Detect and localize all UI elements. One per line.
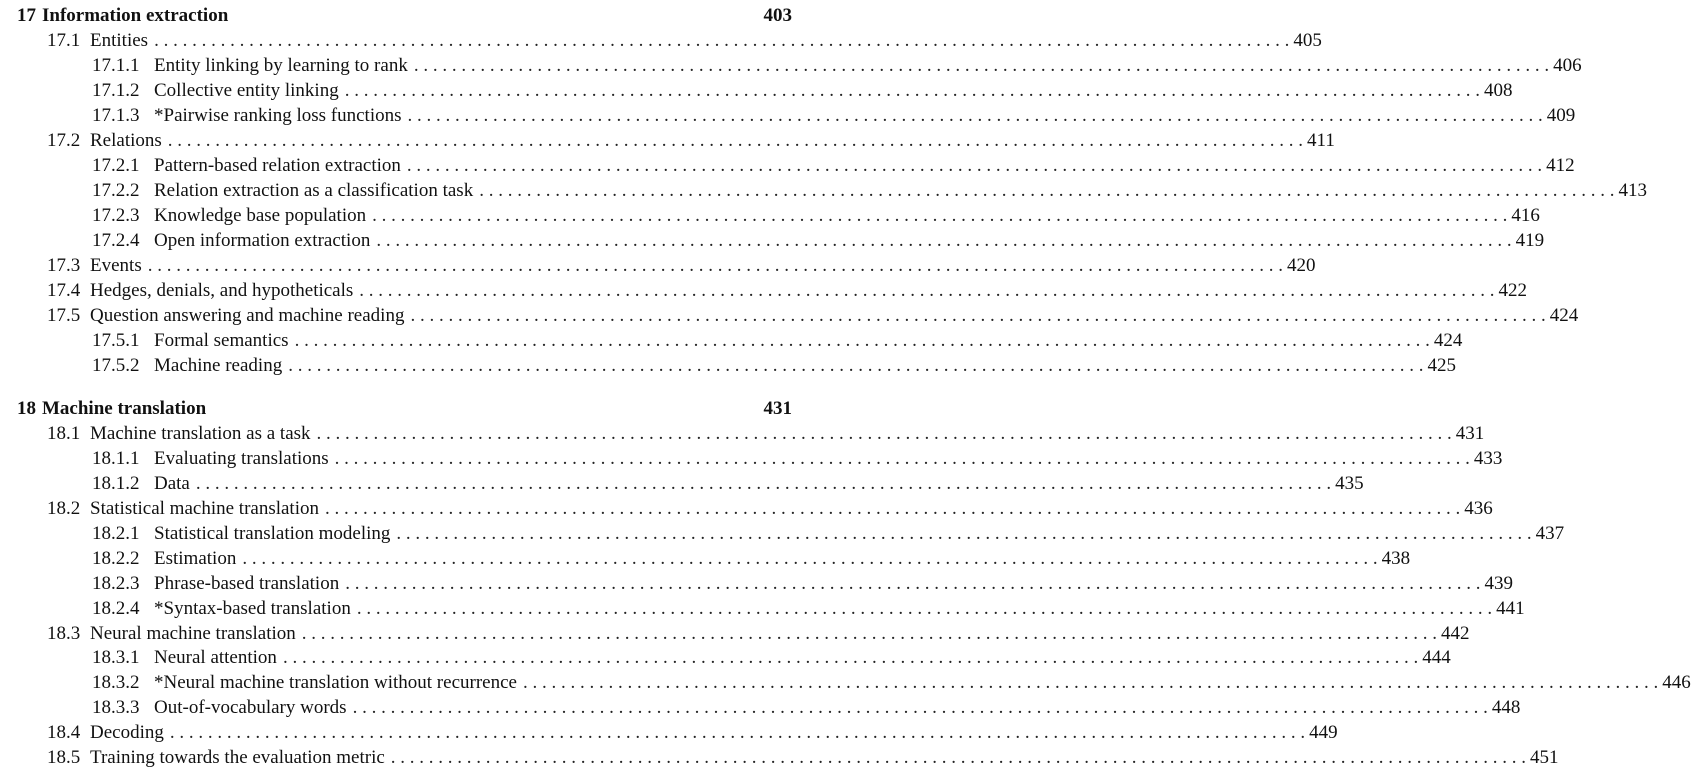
entry-page-number: 416: [1511, 205, 1540, 226]
entry-number: 17.1.2: [92, 80, 140, 101]
entry-number: 18.1.1: [92, 448, 140, 469]
entry-number: 18: [17, 398, 36, 419]
dot-leader: . . . . . . . . . . . . . . . . . . . . . . . . . . . . . . . . . . . . . . . . . . . . . . . . . . . . . . . . . . . . . . . . . . . . . . . . . . . . . . . . . . . . . . . . . . . . . . . . . . . . . . . . . . . . . . . . . . . . . . . .: [410, 305, 1546, 326]
entry-number: 17.5: [47, 305, 81, 326]
entry-page-number: 451: [1530, 747, 1559, 768]
entry-number: 17.2.4: [92, 230, 140, 251]
dot-leader: . . . . . . . . . . . . . . . . . . . . . . . . . . . . . . . . . . . . . . . . . . . . . . . . . . . . . . . . . . . . . . . . . . . . . . . . . . . . . . . . . . . . . . . . . . . . . . . . . . . . . . . . . . . . . . . . . . . . . . . .: [372, 205, 1508, 226]
entry-number: 18.3.2: [92, 672, 140, 693]
entry-number: 18.3: [47, 623, 81, 644]
entry-title: Open information extraction: [154, 230, 371, 251]
subsection-entry: [92, 547, 1411, 571]
entry-title: Neural machine translation: [90, 623, 296, 644]
dot-leader: . . . . . . . . . . . . . . . . . . . . . . . . . . . . . . . . . . . . . . . . . . . . . . . . . . . . . . . . . . . . . . . . . . . . . . . . . . . . . . . . . . . . . . . . . . . . . . . . . . . . . . . . . . . . . . . . . . . . . . . .: [345, 573, 1481, 594]
entry-number: 17.4: [47, 280, 81, 301]
entry-page-number: 419: [1515, 230, 1545, 251]
subsection-entry: [92, 54, 1582, 78]
entry-page-number: 431: [1455, 423, 1485, 444]
dot-leader: . . . . . . . . . . . . . . . . . . . . . . . . . . . . . . . . . . . . . . . . . . . . . . . . . . . . . . . . . . . . . . . . . . . . . . . . . . . . . . . . . . . . . . . . . . . . . . . . . . . . . . . . . . . . . . . . . . . . . . . .: [282, 647, 1419, 668]
entry-title: Neural attention: [154, 647, 277, 668]
dot-leader: . . . . . . . . . . . . . . . . . . . . . . . . . . . . . . . . . . . . . . . . . . . . . . . . . . . . . . . . . . . . . . . . . . . . . . . . . . . . . . . . . . . . . . . . . . . . . . . . . . . . . . . . . . . . . . . . . . . . . . . .: [147, 255, 1283, 276]
section-entry: [47, 497, 1493, 521]
entry-page-number: 438: [1381, 548, 1411, 569]
subsection-entry: [92, 696, 1521, 720]
entry-number: 17: [17, 5, 36, 26]
entry-number: 17.1: [47, 30, 81, 51]
entry-title: Pattern-based relation extraction: [154, 155, 401, 176]
entry-title: Data: [154, 473, 190, 494]
subsection-entry: [92, 522, 1565, 546]
entry-number: 18.2: [47, 498, 81, 519]
entry-number: 17.3: [47, 255, 81, 276]
dot-leader: . . . . . . . . . . . . . . . . . . . . . . . . . . . . . . . . . . . . . . . . . . . . . . . . . . . . . . . . . . . . . . . . . . . . . . . . . . . . . . . . . . . . . . . . . . . . . . . . . . . . . . . . . . . . . . . . . . . . . . . .: [390, 747, 1527, 768]
entry-title: Machine translation: [42, 398, 207, 419]
subsection-entry: [92, 671, 1691, 695]
entry-title: Relation extraction as a classification task: [154, 180, 474, 201]
entry-page-number: 446: [1662, 672, 1691, 693]
entry-page-number: 431: [763, 398, 792, 419]
entry-page-number: 411: [1307, 130, 1335, 151]
entry-number: 17.2.1: [92, 155, 140, 176]
entry-number: 17.5.1: [92, 330, 140, 351]
section-entry: [47, 29, 1322, 53]
section-entry: [47, 254, 1316, 278]
section-entry: [47, 129, 1335, 153]
entry-title: Collective entity linking: [154, 80, 339, 101]
subsection-entry: [92, 597, 1525, 621]
dot-leader: . . . . . . . . . . . . . . . . . . . . . . . . . . . . . . . . . . . . . . . . . . . . . . . . . . . . . . . . . . . . . . . . . . . . . . . . . . . . . . . . . . . . . . . . . . . . . . . . . . . . . . . . . . . . . . . . . . . . . . . .: [169, 722, 1306, 743]
section-entry: [47, 622, 1470, 646]
entry-number: 18.2.2: [92, 548, 140, 569]
dot-leader: . . . . . . . . . . . . . . . . . . . . . . . . . . . . . . . . . . . . . . . . . . . . . . . . . . . . . . . . . . . . . . . . . . . . . . . . . . . . . . . . . . . . . . . . . . . . . . . . . . . . . . . . . . . . . . . . . . . . . . . .: [479, 180, 1615, 201]
dot-leader: . . . . . . . . . . . . . . . . . . . . . . . . . . . . . . . . . . . . . . . . . . . . . . . . . . . . . . . . . . . . . . . . . . . . . . . . . . . . . . . . . . . . . . . . . . . . . . . . . . . . . . . . . . . . . . . . . . . . . . . .: [301, 623, 1438, 644]
section-entry: [47, 746, 1559, 770]
subsection-entry: [92, 646, 1451, 670]
entry-number: 17.5.2: [92, 355, 140, 376]
dot-leader: . . . . . . . . . . . . . . . . . . . . . . . . . . . . . . . . . . . . . . . . . . . . . . . . . . . . . . . . . . . . . . . . . . . . . . . . . . . . . . . . . . . . . . . . . . . . . . . . . . . . . . . . . . . . . . . . . . . . . . . .: [376, 230, 1512, 251]
dot-leader: . . . . . . . . . . . . . . . . . . . . . . . . . . . . . . . . . . . . . . . . . . . . . . . . . . . . . . . . . . . . . . . . . . . . . . . . . . . . . . . . . . . . . . . . . . . . . . . . . . . . . . . . . . . . . . . . . . . . . . . .: [352, 697, 1488, 718]
entry-page-number: 409: [1546, 105, 1576, 126]
entry-number: 18.4: [47, 722, 81, 743]
entry-number: 17.2.2: [92, 180, 140, 201]
entry-page-number: 436: [1464, 498, 1493, 519]
dot-leader: . . . . . . . . . . . . . . . . . . . . . . . . . . . . . . . . . . . . . . . . . . . . . . . . . . . . . . . . . . . . . . . . . . . . . . . . . . . . . . . . . . . . . . . . . . . . . . . . . . . . . . . . . . . . . . . . . . . . . . . .: [407, 105, 1543, 126]
entry-title: Machine translation as a task: [90, 423, 311, 444]
dot-leader: . . . . . . . . . . . . . . . . . . . . . . . . . . . . . . . . . . . . . . . . . . . . . . . . . . . . . . . . . . . . . . . . . . . . . . . . . . . . . . . . . . . . . . . . . . . . . . . . . . . . . . . . . . . . . . . . . . . . . . . .: [325, 498, 1461, 519]
entry-title: Hedges, denials, and hypotheticals: [90, 280, 354, 301]
dot-leader: . . . . . . . . . . . . . . . . . . . . . . . . . . . . . . . . . . . . . . . . . . . . . . . . . . . . . . . . . . . . . . . . . . . . . . . . . . . . . . . . . . . . . . . . . . . . . . . . . . . . . . . . . . . . . . . . . . . . . . . .: [396, 523, 1532, 544]
chapter-entry: [17, 397, 792, 421]
entry-number: 18.2.4: [92, 598, 140, 619]
entry-title: Estimation: [154, 548, 237, 569]
dot-leader: . . . . . . . . . . . . . . . . . . . . . . . . . . . . . . . . . . . . . . . . . . . . . . . . . . . . . . . . . . . . . . . . . . . . . . . . . . . . . . . . . . . . . . . . . . . . . . . . . . . . . . . . . . . . . . . . . . . . . . . .: [356, 598, 1493, 619]
entry-title: Entity linking by learning to rank: [154, 55, 408, 76]
subsection-entry: [92, 229, 1545, 253]
entry-title: Training towards the evaluation metric: [90, 747, 385, 768]
chapter-entry: [17, 4, 792, 28]
entry-number: 17.1.3: [92, 105, 140, 126]
entry-page-number: 403: [763, 5, 792, 26]
dot-leader: . . . . . . . . . . . . . . . . . . . . . . . . . . . . . . . . . . . . . . . . . . . . . . . . . . . . . . . . . . . . . . . . . . . . . . . . . . . . . . . . . . . . . . . . . . . . . . . . . . . . . . . . . . . . . . . . . . . . . . . .: [154, 30, 1290, 51]
entry-title: Events: [90, 255, 142, 276]
entry-title: Out-of-vocabulary words: [154, 697, 347, 718]
dot-leader: . . . . . . . . . . . . . . . . . . . . . . . . . . . . . . . . . . . . . . . . . . . . . . . . . . . . . . . . . . . . . . . . . . . . . . . . . . . . . . . . . . . . . . . . . . . . . . . . . . . . . . . . . . . . . . . . . . . . . . . .: [344, 80, 1480, 101]
entry-page-number: 405: [1293, 30, 1322, 51]
dot-leader: . . . . . . . . . . . . . . . . . . . . . . . . . . . . . . . . . . . . . . . . . . . . . . . . . . . . . . . . . . . . . . . . . . . . . . . . . . . . . . . . . . . . . . . . . . . . . . . . . . . . . . . . . . . . . . . . . . . . . . . .: [288, 355, 1424, 376]
entry-title: Evaluating translations: [154, 448, 329, 469]
subsection-entry: [92, 329, 1463, 353]
entry-title: Statistical machine translation: [90, 498, 319, 519]
entry-number: 18.3.1: [92, 647, 140, 668]
subsection-entry: [92, 79, 1513, 103]
entry-page-number: 425: [1427, 355, 1456, 376]
entry-number: 18.2.3: [92, 573, 140, 594]
entry-title: *Pairwise ranking loss functions: [154, 105, 402, 126]
entry-title: Knowledge base population: [154, 205, 367, 226]
entry-page-number: 444: [1422, 647, 1451, 668]
entry-page-number: 441: [1496, 598, 1525, 619]
entry-title: Question answering and machine reading: [90, 305, 405, 326]
dot-leader: . . . . . . . . . . . . . . . . . . . . . . . . . . . . . . . . . . . . . . . . . . . . . . . . . . . . . . . . . . . . . . . . . . . . . . . . . . . . . . . . . . . . . . . . . . . . . . . . . . . . . . . . . . . . . . . . . . . . . . . .: [167, 130, 1304, 151]
section-entry: [47, 721, 1338, 745]
entry-number: 17.2: [47, 130, 81, 151]
entry-page-number: 413: [1618, 180, 1647, 201]
entry-page-number: 433: [1473, 448, 1503, 469]
entry-page-number: 406: [1553, 55, 1582, 76]
entry-page-number: 449: [1309, 722, 1338, 743]
entry-number: 18.2.1: [92, 523, 140, 544]
dot-leader: . . . . . . . . . . . . . . . . . . . . . . . . . . . . . . . . . . . . . . . . . . . . . . . . . . . . . . . . . . . . . . . . . . . . . . . . . . . . . . . . . . . . . . . . . . . . . . . . . . . . . . . . . . . . . . . . . . . . . . . .: [413, 55, 1550, 76]
entry-page-number: 408: [1483, 80, 1513, 101]
dot-leader: . . . . . . . . . . . . . . . . . . . . . . . . . . . . . . . . . . . . . . . . . . . . . . . . . . . . . . . . . . . . . . . . . . . . . . . . . . . . . . . . . . . . . . . . . . . . . . . . . . . . . . . . . . . . . . . . . . . . . . . .: [359, 280, 1495, 301]
entry-page-number: 435: [1335, 473, 1364, 494]
entry-number: 18.1.2: [92, 473, 140, 494]
entry-number: 18.5: [47, 747, 81, 768]
entry-title: Phrase-based translation: [154, 573, 340, 594]
entry-page-number: 422: [1498, 280, 1528, 301]
dot-leader: . . . . . . . . . . . . . . . . . . . . . . . . . . . . . . . . . . . . . . . . . . . . . . . . . . . . . . . . . . . . . . . . . . . . . . . . . . . . . . . . . . . . . . . . . . . . . . . . . . . . . . . . . . . . . . . . . . . . . . . .: [334, 448, 1470, 469]
entry-title: Machine reading: [154, 355, 283, 376]
entry-page-number: 424: [1433, 330, 1463, 351]
entry-title: *Syntax-based translation: [154, 598, 351, 619]
subsection-entry: [92, 354, 1456, 378]
entry-title: Information extraction: [42, 5, 229, 26]
entry-title: Decoding: [90, 722, 164, 743]
dot-leader: . . . . . . . . . . . . . . . . . . . . . . . . . . . . . . . . . . . . . . . . . . . . . . . . . . . . . . . . . . . . . . . . . . . . . . . . . . . . . . . . . . . . . . . . . . . . . . . . . . . . . . . . . . . . . . . . . . . . . . . .: [316, 423, 1452, 444]
entry-title: Relations: [90, 130, 162, 151]
section-entry: [47, 304, 1579, 328]
subsection-entry: [92, 204, 1540, 228]
section-entry: [47, 422, 1485, 446]
subsection-entry: [92, 572, 1513, 596]
entry-title: Entities: [90, 30, 149, 51]
entry-page-number: 420: [1286, 255, 1316, 276]
subsection-entry: [92, 154, 1575, 178]
subsection-entry: [92, 447, 1503, 471]
dot-leader: . . . . . . . . . . . . . . . . . . . . . . . . . . . . . . . . . . . . . . . . . . . . . . . . . . . . . . . . . . . . . . . . . . . . . . . . . . . . . . . . . . . . . . . . . . . . . . . . . . . . . . . . . . . . . . . . . . . . . . . .: [522, 672, 1659, 693]
entry-number: 18.1: [47, 423, 81, 444]
dot-leader: . . . . . . . . . . . . . . . . . . . . . . . . . . . . . . . . . . . . . . . . . . . . . . . . . . . . . . . . . . . . . . . . . . . . . . . . . . . . . . . . . . . . . . . . . . . . . . . . . . . . . . . . . . . . . . . . . . . . . . . .: [294, 330, 1430, 351]
entry-page-number: 412: [1546, 155, 1575, 176]
subsection-entry: [92, 472, 1364, 496]
dot-leader: . . . . . . . . . . . . . . . . . . . . . . . . . . . . . . . . . . . . . . . . . . . . . . . . . . . . . . . . . . . . . . . . . . . . . . . . . . . . . . . . . . . . . . . . . . . . . . . . . . . . . . . . . . . . . . . . . . . . . . . .: [242, 548, 1378, 569]
entry-number: 17.1.1: [92, 55, 140, 76]
entry-page-number: 442: [1441, 623, 1470, 644]
section-entry: [47, 279, 1528, 303]
entry-number: 18.3.3: [92, 697, 140, 718]
entry-page-number: 439: [1484, 573, 1513, 594]
dot-leader: . . . . . . . . . . . . . . . . . . . . . . . . . . . . . . . . . . . . . . . . . . . . . . . . . . . . . . . . . . . . . . . . . . . . . . . . . . . . . . . . . . . . . . . . . . . . . . . . . . . . . . . . . . . . . . . . . . . . . . . .: [195, 473, 1332, 494]
entry-title: *Neural machine translation without recurrence: [154, 672, 517, 693]
dot-leader: . . . . . . . . . . . . . . . . . . . . . . . . . . . . . . . . . . . . . . . . . . . . . . . . . . . . . . . . . . . . . . . . . . . . . . . . . . . . . . . . . . . . . . . . . . . . . . . . . . . . . . . . . . . . . . . . . . . . . . . .: [406, 155, 1543, 176]
entry-title: Statistical translation modeling: [154, 523, 391, 544]
entry-page-number: 437: [1535, 523, 1565, 544]
entry-page-number: 424: [1549, 305, 1579, 326]
entry-number: 17.2.3: [92, 205, 140, 226]
subsection-entry: [92, 104, 1576, 128]
entry-title: Formal semantics: [154, 330, 289, 351]
entry-page-number: 448: [1491, 697, 1521, 718]
subsection-entry: [92, 179, 1647, 203]
